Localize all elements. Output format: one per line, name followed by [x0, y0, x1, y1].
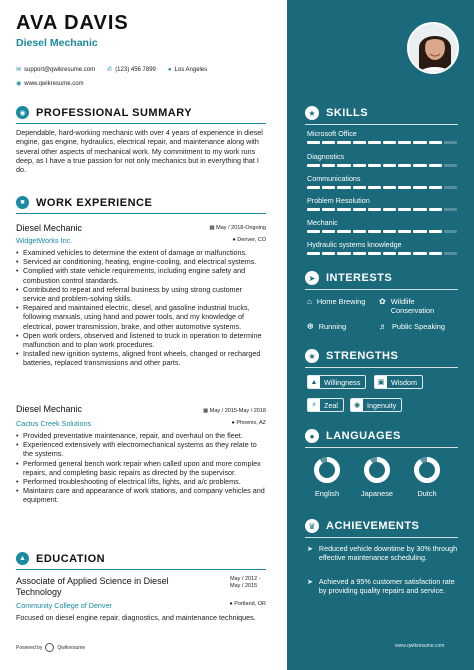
sidebar — [287, 0, 474, 670]
paw-icon: ❆ — [307, 322, 314, 331]
book-icon: ▣ — [375, 376, 387, 388]
skill-level-segment — [337, 208, 350, 211]
strength-label: Wisdom — [391, 377, 417, 387]
education-degree: Associate of Applied Science in Diesel Technology — [16, 576, 169, 597]
skill-level-segment — [368, 164, 381, 167]
language-label: Dutch — [417, 489, 437, 498]
arrow-icon: ➤ — [307, 579, 313, 586]
house-icon: ⌂ — [307, 297, 312, 306]
achievement-text: Reduced vehicle downtime by 30% through effective maintenance scheduling. — [318, 544, 458, 562]
job-1-company: WidgetWorks Inc. — [16, 236, 73, 245]
list-item: • Performed general bench work repair when called upon and more complex repairs, and completing basic repairs as directed by the supervisor. — [16, 459, 266, 477]
list-item: • Open work orders, observed and listened to truck in operation to determine malfunction and to plan work procedures. — [16, 331, 266, 349]
skill-level-segment — [337, 252, 350, 255]
skill-label: Communications — [307, 174, 361, 183]
interest-item — [307, 297, 365, 306]
skills-divider — [305, 124, 458, 125]
education-school: Community College of Denver — [16, 601, 112, 610]
achievements-heading — [305, 519, 419, 533]
pin-icon: ● — [232, 237, 238, 243]
job-2-bullets — [16, 431, 266, 505]
interest-item — [379, 297, 459, 315]
job-1-date: ▦ May / 2018-Ongoing — [209, 225, 266, 231]
summary-icon: ◉ — [16, 106, 29, 119]
bulb-icon: ◉ — [351, 399, 363, 411]
speech-bubble-icon: ● — [305, 429, 319, 443]
list-item: • Complied with state vehicle requirements, including engine safety and combustion control standards. — [16, 266, 266, 284]
skill-level-segment — [398, 252, 411, 255]
list-item: • Repaired and maintained electric, diesel, and gasoline industrial trucks, following manuals, using hand and power tools, and my knowledge of electrical, power transmission, brake, and other automotive systems. — [16, 303, 266, 331]
skill-item — [307, 129, 457, 144]
skill-level-segment — [429, 164, 442, 167]
leaf-icon: ✿ — [379, 297, 386, 306]
list-item: • Performed troubleshooting of electrical lifts, lights, and a/c problems. — [16, 477, 266, 486]
interests-title: INTERESTS — [326, 272, 393, 284]
skills-heading — [305, 106, 368, 120]
profile-photo — [407, 22, 459, 74]
list-item: • Examined vehicles to determine the extent of damage or malfunctions. — [16, 248, 266, 257]
interest-item — [379, 322, 445, 331]
achievement-item — [307, 544, 462, 562]
skill-level-segment — [307, 141, 320, 144]
pin-icon: ● — [231, 420, 237, 426]
skill-level-segment — [322, 252, 335, 255]
skill-item — [307, 174, 457, 189]
skill-level-segment — [413, 230, 426, 233]
skill-level-segment — [368, 208, 381, 211]
skill-level-segment — [383, 164, 396, 167]
strength-label: Zeal — [324, 400, 338, 410]
trophy-icon: ♛ — [305, 519, 319, 533]
strength-chip — [307, 375, 366, 389]
education-divider — [16, 569, 266, 570]
candidate-name: AVA DAVIS — [16, 12, 129, 34]
skill-level-segment — [413, 164, 426, 167]
interest-label: Wildlife Conservation — [390, 297, 435, 315]
job-2-date: ▦ May / 2015-May / 2018 — [203, 408, 266, 414]
lightning-icon: ⚡ — [308, 399, 320, 411]
job-1-location: ● Denver, CO — [232, 237, 266, 243]
skill-level-segment — [322, 164, 335, 167]
lightbulb-icon: ★ — [305, 106, 319, 120]
interests-divider — [305, 289, 458, 290]
list-item: • Installed new ignition systems, aligned front wheels, changed or recharged batteries, replaced transmissions and other parts. — [16, 349, 266, 367]
achievement-text: Achieved a 95% customer satisfaction rate by providing quality repairs and service. — [318, 577, 455, 595]
skill-level-segment — [413, 186, 426, 189]
skill-level-segment — [368, 230, 381, 233]
interest-item — [307, 322, 346, 331]
skill-level-segment — [413, 141, 426, 144]
qwikresume-logo-icon — [45, 643, 54, 652]
skill-item — [307, 240, 457, 255]
skill-level-segment — [322, 208, 335, 211]
education-heading — [16, 552, 272, 565]
skill-level-segment — [353, 141, 366, 144]
job-2-company: Cactus Creek Solutions — [16, 419, 92, 428]
skill-level-segment — [353, 252, 366, 255]
skill-level-segment — [307, 208, 320, 211]
skill-level-segment — [383, 230, 396, 233]
education-title: EDUCATION — [36, 552, 106, 565]
languages-title: LANGUAGES — [326, 430, 401, 442]
website-text[interactable]: www.qwikresume.com — [24, 80, 84, 87]
skill-level-bar — [307, 252, 457, 255]
skill-level-segment — [322, 141, 335, 144]
star-icon: ★ — [305, 349, 319, 363]
language-level-ring — [363, 456, 391, 484]
language-item — [407, 456, 447, 498]
powered-by — [16, 643, 85, 652]
skill-item — [307, 152, 457, 167]
job-1-title: Diesel Mechanic — [16, 223, 83, 233]
list-item: • Contributed to repeat and referral business by using strong customer service and problem-solving skills. — [16, 285, 266, 303]
skill-level-segment — [353, 164, 366, 167]
skill-level-segment — [368, 252, 381, 255]
strength-chip — [350, 398, 402, 412]
language-item — [357, 456, 397, 498]
skill-level-segment — [322, 230, 335, 233]
education-location: ● Portland, OR — [229, 601, 266, 607]
skill-level-segment — [398, 186, 411, 189]
skill-level-segment — [307, 230, 320, 233]
skill-level-segment — [383, 141, 396, 144]
job-2-title: Diesel Mechanic — [16, 404, 83, 414]
phone-text: (123) 456 7899 — [115, 66, 156, 73]
skill-level-segment — [429, 186, 442, 189]
skill-level-segment — [429, 141, 442, 144]
strength-chip — [374, 375, 423, 389]
strengths-title: STRENGTHS — [326, 350, 399, 362]
summary-text: Dependable, hard-working mechanic with over 4 years of experience in diesel engine, gas engine, hydraulics, electrical repair, and maintenance along with several other aspects of mechanical work. My commitment to my work runs deep, as I have a true passion for not only mechanics but in everything that I do. — [16, 128, 263, 175]
skill-level-segment — [413, 208, 426, 211]
skill-item — [307, 218, 457, 233]
skill-level-bar — [307, 164, 457, 167]
language-level-ring — [313, 456, 341, 484]
skill-label: Mechanic — [307, 218, 338, 227]
skill-level-segment — [398, 141, 411, 144]
skill-level-segment — [307, 164, 320, 167]
phone-icon: ✆ — [107, 67, 113, 73]
skill-level-segment — [353, 208, 366, 211]
skill-level-segment — [398, 164, 411, 167]
rocket-icon: ➤ — [305, 271, 319, 285]
skill-level-segment — [353, 186, 366, 189]
skill-level-segment — [353, 230, 366, 233]
skill-level-segment — [444, 252, 457, 255]
skill-level-segment — [413, 252, 426, 255]
globe-icon: ◉ — [16, 81, 22, 87]
skill-level-segment — [322, 186, 335, 189]
language-label: English — [314, 489, 340, 498]
powered-label: Powered by — [16, 644, 43, 651]
skill-label: Hydraulic systems knowledge — [307, 240, 402, 249]
skill-level-segment — [429, 208, 442, 211]
location-text: Los Angeles — [174, 66, 208, 73]
skill-level-segment — [383, 252, 396, 255]
skill-level-segment — [368, 141, 381, 144]
achievements-title: ACHIEVEMENTS — [326, 520, 420, 532]
summary-title: PROFESSIONAL SUMMARY — [36, 106, 193, 119]
email-icon: ✉ — [16, 67, 22, 73]
strength-label: Ingenuity — [367, 400, 397, 410]
experience-divider — [16, 213, 266, 214]
education-date: May / 2012 - May / 2015 — [230, 576, 261, 589]
location-icon: ● — [167, 66, 172, 73]
language-ring-fill — [417, 460, 438, 481]
skill-level-segment — [307, 252, 320, 255]
skill-level-bar — [307, 141, 457, 144]
briefcase-icon: ■ — [16, 196, 29, 209]
strength-chip — [307, 398, 344, 412]
skill-level-segment — [307, 186, 320, 189]
job-2-location: ● Phoenix, AZ — [231, 420, 266, 426]
skill-level-segment — [337, 164, 350, 167]
skills-title: SKILLS — [326, 107, 369, 119]
calendar-icon: ▦ — [209, 225, 217, 231]
skill-level-segment — [398, 230, 411, 233]
microphone-icon: ♬ — [379, 322, 387, 331]
email-text[interactable]: support@qwikresume.com — [24, 66, 96, 73]
website-row — [16, 80, 84, 87]
list-item: • Experienced extensively with electromechanical systems as they relate to the systems. — [16, 440, 266, 458]
skill-level-segment — [444, 141, 457, 144]
job-1-bullets — [16, 248, 266, 368]
skill-level-segment — [383, 186, 396, 189]
skill-level-segment — [383, 208, 396, 211]
skill-label: Microsoft Office — [307, 129, 357, 138]
achievements-divider — [305, 537, 458, 538]
skill-level-segment — [337, 186, 350, 189]
interest-label: Public Speaking — [392, 322, 446, 331]
list-item: • Serviced air conditioning, heating, engine-cooling, and electrical systems. — [16, 257, 266, 266]
skill-level-segment — [444, 186, 457, 189]
interest-label: Running — [318, 322, 347, 331]
languages-heading — [305, 429, 401, 443]
thumbs-up-icon: ▲ — [308, 376, 320, 388]
skill-item — [307, 196, 457, 211]
graduation-cap-icon: ▲ — [16, 552, 29, 565]
achievement-item — [307, 577, 462, 595]
strengths-heading — [305, 349, 398, 363]
contact-row — [16, 66, 207, 73]
experience-heading — [16, 196, 272, 209]
summary-heading — [16, 106, 272, 119]
language-ring-fill — [317, 460, 338, 481]
skill-level-segment — [429, 252, 442, 255]
language-item — [307, 456, 347, 498]
skill-level-bar — [307, 208, 457, 211]
skill-label: Diagnostics — [307, 152, 345, 161]
strengths-divider — [305, 367, 458, 368]
interests-heading — [305, 271, 392, 285]
skill-level-segment — [368, 186, 381, 189]
pin-icon: ● — [229, 601, 235, 607]
skill-level-segment — [337, 141, 350, 144]
skill-level-segment — [337, 230, 350, 233]
skill-level-segment — [444, 208, 457, 211]
list-item: • Provided preventative maintenance, repair, and overhaul on the fleet. — [16, 431, 266, 440]
skill-level-segment — [444, 230, 457, 233]
brand-name: Qwikresume — [57, 644, 86, 651]
language-ring-fill — [367, 460, 388, 481]
skill-level-bar — [307, 186, 457, 189]
footer-website[interactable]: www.qwikresume.com — [395, 643, 445, 649]
list-item: • Maintains care and appearance of work stations, and company vehicles and equipment. — [16, 486, 266, 504]
summary-divider — [16, 123, 266, 124]
languages-divider — [305, 447, 458, 448]
arrow-icon: ➤ — [307, 546, 313, 553]
experience-title: WORK EXPERIENCE — [36, 196, 153, 209]
skill-level-segment — [429, 230, 442, 233]
language-label: Japanese — [360, 489, 394, 498]
skill-level-segment — [398, 208, 411, 211]
interest-label: Home Brewing — [316, 297, 366, 306]
strength-label: Willingness — [324, 377, 361, 387]
language-level-ring — [413, 456, 441, 484]
calendar-icon: ▦ — [203, 408, 210, 414]
skill-level-bar — [307, 230, 457, 233]
skill-label: Problem Resolution — [307, 196, 370, 205]
education-description: Focused on diesel engine repair, diagnostics, and maintenance techniques. — [16, 613, 256, 622]
candidate-title: Diesel Mechanic — [16, 37, 98, 49]
skill-level-segment — [444, 164, 457, 167]
